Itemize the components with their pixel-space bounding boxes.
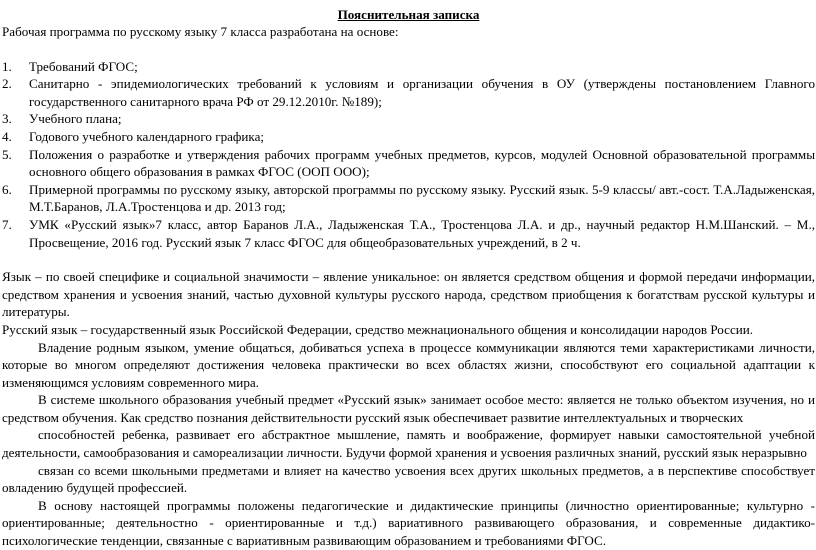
paragraph-principles: В основу настоящей программы положены педагогические и дидактические принципы (личностно ориентированные; культурно - ориентированные; деятельностно - ориентированные и т.д.) вариативного развивающего образования, и современные дидактико-психологические тенденции, связанные с вариативным развивающим образованием и требованиями ФГОС.: [2, 497, 815, 549]
list-item: [2, 216, 815, 251]
list-item: [2, 146, 815, 181]
list-item-number: 7.: [2, 216, 12, 232]
list-item-text: Учебного плана;: [29, 111, 122, 127]
paragraph-language-uniqueness: Язык – по своей специфике и социальной значимости – явление уникальное: он является средством общения и формой передачи информации, средством хранения и усвоения знаний, частью духовной культуры русского народа, средством приобщения к богатствам русской культуры и литературы.: [2, 269, 815, 320]
paragraph-abilities: способностей ребенка, развивает его абстрактное мышление, память и воображение, формирует навыки самостоятельной учебной деятельности, самообразования и самореализации личности. Будучи формой хранения и усвоения различных знаний, русский язык неразрывно: [2, 427, 815, 461]
paragraph-spacer: [2, 251, 815, 268]
paragraph-connections: связан со всеми школьными предметами и влияет на качество усвоения всех других школьных предметов, а в перспективе способствует овладению будущей профессией.: [2, 462, 815, 496]
paragraph-native-language: Владение родным языком, умение общаться, добиваться успеха в процессе коммуникации являются теми характеристиками личности, которые во многом определяют достижения человека практически во всех областях жизни, способствуют его социальной адаптации к изменяющимся условиям современного мира.: [2, 339, 815, 390]
list-item-number: 6.: [2, 181, 12, 197]
list-item-text: Положения о разработке и утверждения рабочих программ учебных предметов, курсов, модулей Основной образовательной программы основного общего образования в рамках ФГОС (ООП ООО);: [29, 146, 815, 180]
document-title: Пояснительная записка: [337, 7, 480, 22]
list-item-number: 5.: [2, 146, 12, 162]
paragraph-state-language: Русский язык – государственный язык Российской Федерации, средство межнационального общения и консолидации народов России.: [2, 321, 754, 337]
list-item-text: Годового учебного календарного графика;: [29, 128, 265, 144]
list-item: [2, 110, 815, 128]
list-item: [2, 75, 815, 110]
list-item-text: УМК «Русский язык»7 класс, автор Баранов Л.А., Ладыженская Т.А., Тростенцова Л.А. и др., научный редактор Н.М.Шанский. – М., Просвещение, 2016 год. Русский язык 7 класс ФГОС для общеобразовательных учреждений, в 2 ч.: [29, 216, 815, 250]
list-item-text: Санитарно - эпидемиологических требований к условиям и организации обучения в ОУ (утверждены постановлением Главного государственного санитарного врача РФ от 29.12.2010г. №189);: [29, 76, 815, 109]
list-item-number: 2.: [2, 76, 12, 92]
list-item-text: Требований ФГОС;: [29, 58, 138, 74]
list-item-text: Примерной программы по русскому языку, авторской программы по русскому языку. Русский язык. 5-9 классы/ авт.-сост. Т.А.Ладыженская, М.Т.Баранов, Л.А.Тростенцова и др. 2013 год;: [29, 181, 815, 215]
list-item: [2, 58, 815, 76]
list-item-number: 3.: [2, 111, 12, 127]
requirements-list: [2, 58, 815, 252]
paragraph-school-subject: В системе школьного образования учебный предмет «Русский язык» занимает особое место: является не только объектом изучения, но и средством обучения. Как средство познания действительности русский язык обеспечивает развитие интеллектуальных и творческих: [2, 392, 815, 425]
intro-text: Рабочая программа по русскому языку 7 класса разработана на основе:: [2, 24, 399, 39]
list-item: [2, 181, 815, 216]
list-item-number: 4.: [2, 128, 12, 144]
list-item: [2, 128, 815, 146]
list-item-number: 1.: [2, 58, 12, 74]
